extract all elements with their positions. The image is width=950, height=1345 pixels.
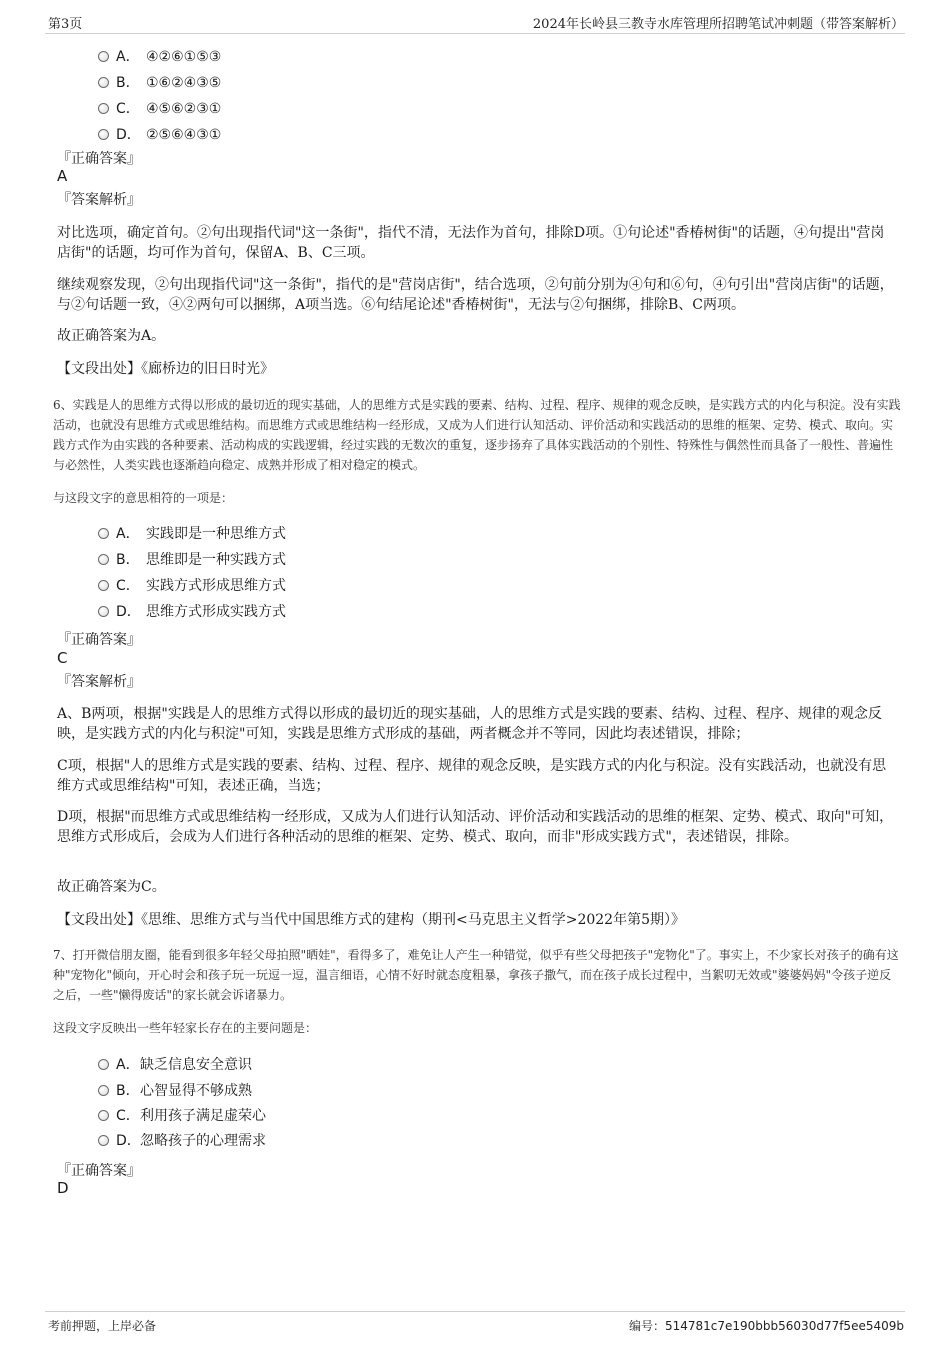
radio-icon[interactable]: [98, 77, 109, 88]
q6-analysis-heading: 『答案解析』: [57, 674, 141, 690]
document-id: 编号：514781c7e190bbb56030d77f5ee5409b: [628, 1319, 904, 1333]
q5-analysis-p1: 对比选项，确定首句。②句出现指代词"这一条街"，指代不清，无法作为首句，排除D项。①句论述"香椿树街"的话题，④句提出"营岗店街"的话题，均可作为首句，保留A、B、C三项。: [57, 225, 885, 261]
radio-icon[interactable]: [98, 528, 109, 539]
q5-answer: A: [57, 167, 68, 185]
header-rule: [45, 33, 905, 34]
footer-slogan: 考前押题，上岸必备: [48, 1319, 157, 1333]
q7-answer: D: [57, 1179, 69, 1197]
q6-analysis-p3: D项，根据"而思维方式或思维结构一经形成，又成为人们进行认知活动、评价活动和实践活动的思维的框架、定势、模式、取向"可知，思维方式形成后，会成为人们进行各种活动的思维的框架、定势、模式、取向，而非"形成实践方式"，表述错误，排除。: [57, 809, 894, 845]
q7-option-a[interactable]: A．缺乏信息安全意识: [98, 1055, 252, 1075]
q5-analysis-p3: 故正确答案为A。: [57, 328, 166, 344]
radio-icon[interactable]: [98, 1135, 109, 1146]
q7-option-c[interactable]: C．利用孩子满足虚荣心: [98, 1106, 266, 1126]
radio-icon[interactable]: [98, 580, 109, 591]
q5-option-b[interactable]: B． ①⑥②④③⑤: [98, 73, 221, 93]
q6-stem: 6、实践是人的思维方式得以形成的最切近的现实基础，人的思维方式是实践的要素、结构、过程、程序、规律的观念反映，是实践方式的内化与积淀。没有实践活动，也就没有思维方式或思维结构。而思维方式或思维结构一经形成，又成为人们进行认知活动、评价活动和实践活动的思维的框架、定势、模式、取向。实践方式作为由实践的各种要素、活动构成的实践逻辑，经过实践的无数次的重复，逐步扬弃了具体实践活动的个别性、特殊性与偶然性而具备了一般性、普遍性与必然性，人类实践也逐渐趋向稳定、成熟并形成了相对稳定的模式。: [53, 398, 901, 472]
radio-icon[interactable]: [98, 51, 109, 62]
radio-icon[interactable]: [98, 1110, 109, 1121]
q7-option-d[interactable]: D．忽略孩子的心理需求: [98, 1131, 266, 1151]
q6-prompt: 与这段文字的意思相符的一项是：: [53, 491, 234, 505]
q5-analysis-heading: 『答案解析』: [57, 192, 141, 208]
q5-option-a[interactable]: A． ④②⑥①⑤③: [98, 47, 221, 67]
q5-source: 【文段出处】《廊桥边的旧日时光》: [57, 361, 274, 377]
q6-option-c[interactable]: C． 实践方式形成思维方式: [98, 576, 286, 596]
q6-answer-heading: 『正确答案』: [57, 632, 141, 648]
q6-option-d[interactable]: D． 思维方式形成实践方式: [98, 602, 286, 622]
page-number: 第3页: [48, 17, 83, 32]
q6-option-a[interactable]: A． 实践即是一种思维方式: [98, 524, 286, 544]
q6-answer: C: [57, 649, 68, 667]
q6-analysis-p4: 故正确答案为C。: [57, 879, 166, 895]
q5-option-c[interactable]: C． ④⑤⑥②③①: [98, 99, 221, 119]
document-title: 2024年长岭县三教寺水库管理所招聘笔试冲刺题（带答案解析）: [532, 17, 904, 32]
radio-icon[interactable]: [98, 1085, 109, 1096]
q6-source: 【文段出处】《思维、思维方式与当代中国思维方式的建构（期刊<马克思主义哲学>2022年第5期）》: [57, 912, 685, 928]
q5-analysis-p2: 继续观察发现，②句出现指代词"这一条街"，指代的是"营岗店街"，结合选项，②句前分别为④句和⑥句，④句引出"营岗店街"的话题，与②句话题一致，④②两句可以捆绑，A项当选。⑥句结尾论述"香椿树街"，无法与②句捆绑，排除B、C两项。: [57, 277, 894, 313]
q5-option-d[interactable]: D． ②⑤⑥④③①: [98, 125, 221, 145]
radio-icon[interactable]: [98, 1059, 109, 1070]
q7-answer-heading: 『正确答案』: [57, 1163, 141, 1179]
q7-option-b[interactable]: B．心智显得不够成熟: [98, 1081, 252, 1101]
footer-rule: [45, 1311, 905, 1312]
q7-stem: 7、打开微信朋友圈，能看到很多年轻父母拍照"晒娃"，看得多了，难免让人产生一种错觉，似乎有些父母把孩子"宠物化"了。事实上，不少家长对孩子的确有这种"宠物化"倾向，开心时会和孩子玩一玩逗一逗，温言细语，心情不好时就态度粗暴，拿孩子撒气，而在孩子成长过程中，当絮叨无效或"婆婆妈妈"令孩子逆反之后，一些"懒得废话"的家长就会诉诸暴力。: [53, 948, 899, 1002]
radio-icon[interactable]: [98, 606, 109, 617]
radio-icon[interactable]: [98, 103, 109, 114]
q6-option-b[interactable]: B． 思维即是一种实践方式: [98, 550, 286, 570]
radio-icon[interactable]: [98, 554, 109, 565]
q6-analysis-p1: A、B两项，根据"实践是人的思维方式得以形成的最切近的现实基础，人的思维方式是实践的要素、结构、过程、程序、规律的观念反映，是实践方式的内化与积淀"可知，实践是思维方式形成的基础，两者概念并不等同，因此均表述错误，排除；: [57, 706, 882, 742]
q5-answer-heading: 『正确答案』: [57, 151, 141, 167]
radio-icon[interactable]: [98, 129, 109, 140]
q7-prompt: 这段文字反映出一些年轻家长存在的主要问题是：: [53, 1021, 318, 1035]
q6-analysis-p2: C项，根据"人的思维方式是实践的要素、结构、过程、程序、规律的观念反映，是实践方式的内化与积淀。没有实践活动，也就没有思维方式或思维结构"可知，表述正确，当选；: [57, 758, 887, 794]
